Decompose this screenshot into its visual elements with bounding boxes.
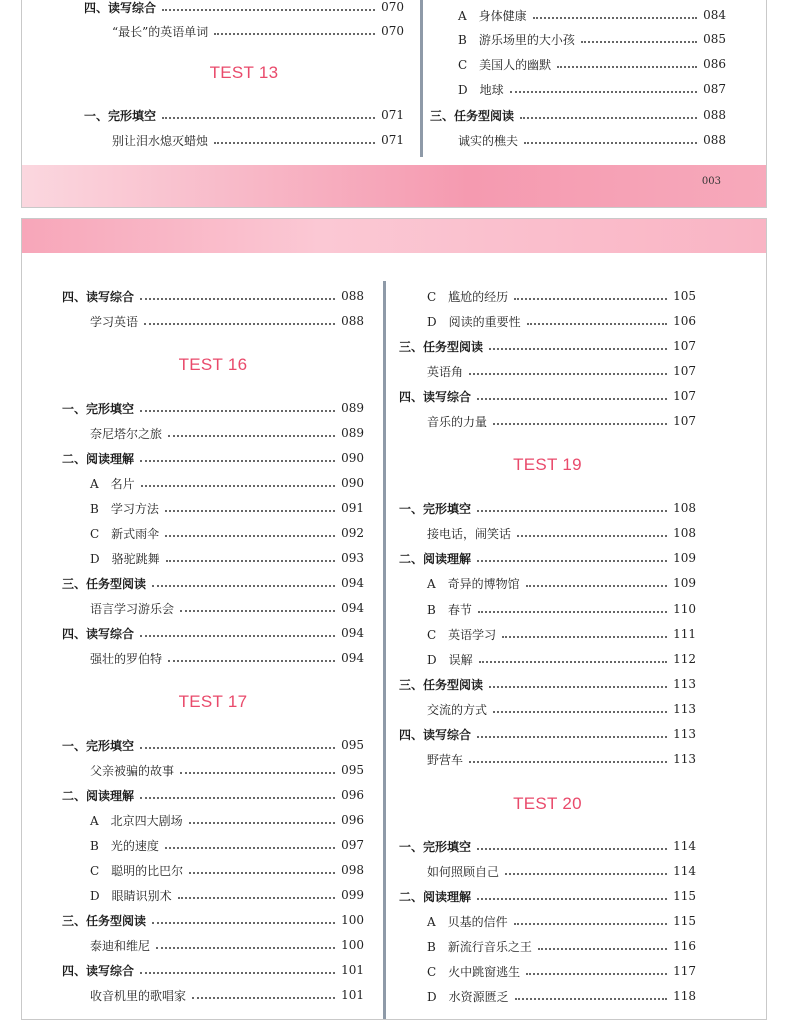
leader-dots bbox=[520, 117, 697, 119]
leader-dots bbox=[477, 510, 667, 512]
toc-entry-label: B 学习方法 bbox=[90, 501, 159, 516]
toc-entry-label: 一、完形填空 bbox=[399, 501, 472, 516]
toc-entry-label: 三、任务型阅读 bbox=[62, 913, 147, 928]
toc-entry-label: D 误解 bbox=[427, 652, 473, 667]
toc-page-number: 087 bbox=[703, 82, 726, 96]
toc-entry-label: 三、任务型阅读 bbox=[430, 108, 515, 123]
toc-page-number: 106 bbox=[673, 314, 696, 328]
toc-page-number: 095 bbox=[341, 763, 364, 777]
toc-page-number: 100 bbox=[341, 938, 364, 952]
toc-page-number: 089 bbox=[341, 401, 364, 415]
toc-page-number: 088 bbox=[341, 289, 364, 303]
leader-dots bbox=[214, 142, 375, 144]
toc-column-left bbox=[84, 0, 404, 159]
toc-entry[interactable] bbox=[430, 53, 726, 75]
toc-entry-label: B 光的速度 bbox=[90, 838, 159, 853]
toc-page-number: 085 bbox=[703, 32, 726, 46]
toc-page-number: 099 bbox=[341, 888, 364, 902]
toc-entry-label: A 身体健康 bbox=[458, 8, 527, 23]
toc-page-number: 113 bbox=[673, 752, 696, 766]
column-divider bbox=[383, 281, 386, 1020]
leader-dots bbox=[156, 947, 335, 949]
toc-entry[interactable] bbox=[399, 410, 696, 432]
toc-entry-label: 一、完形填空 bbox=[62, 738, 135, 753]
leader-dots bbox=[168, 660, 335, 662]
test-section-heading: TEST 20 bbox=[513, 794, 582, 813]
test-section-heading: TEST 17 bbox=[178, 692, 248, 711]
toc-entry-label: C 美国人的幽默 bbox=[458, 57, 552, 72]
toc-entry[interactable] bbox=[399, 360, 696, 382]
toc-page-number: 090 bbox=[341, 476, 364, 490]
toc-entry[interactable] bbox=[399, 748, 696, 770]
toc-entry-label: B 新流行音乐之王 bbox=[427, 939, 532, 954]
toc-page-number: 094 bbox=[341, 651, 364, 665]
toc-page-number: 107 bbox=[673, 389, 696, 403]
toc-page-number: 070 bbox=[381, 24, 404, 38]
leader-dots bbox=[514, 298, 667, 300]
leader-dots bbox=[165, 510, 335, 512]
toc-entry[interactable] bbox=[399, 985, 696, 1007]
leader-dots bbox=[162, 9, 375, 11]
toc-entry-label: 别让泪水熄灭蜡烛 bbox=[112, 133, 209, 148]
toc-entry[interactable] bbox=[399, 572, 696, 594]
toc-entry[interactable] bbox=[62, 285, 364, 307]
toc-page-number: 108 bbox=[673, 501, 696, 515]
leader-dots bbox=[469, 761, 667, 763]
toc-entry-label: 父亲被骗的故事 bbox=[90, 763, 175, 778]
page-number: 003 bbox=[701, 176, 721, 187]
toc-entry[interactable] bbox=[62, 859, 364, 881]
leader-dots bbox=[166, 560, 335, 562]
toc-entry-label: 英语角 bbox=[427, 364, 464, 379]
leader-dots bbox=[168, 435, 335, 437]
toc-page-number: 088 bbox=[703, 108, 726, 122]
toc-entry-label: 四、读写综合 bbox=[62, 289, 135, 304]
leader-dots bbox=[527, 323, 667, 325]
leader-dots bbox=[505, 873, 667, 875]
toc-page-number: 113 bbox=[673, 727, 696, 741]
toc-entry-label: A 贝基的信件 bbox=[427, 914, 508, 929]
toc-page-number: 107 bbox=[673, 414, 696, 428]
toc-entry-label: C 新式雨伞 bbox=[90, 526, 160, 541]
toc-page-number: 092 bbox=[341, 526, 364, 540]
toc-page-number: 109 bbox=[673, 551, 696, 565]
leader-dots bbox=[140, 410, 335, 412]
toc-page-number: 109 bbox=[673, 576, 696, 590]
toc-entry-label: B 春节 bbox=[427, 602, 472, 617]
toc-entry[interactable] bbox=[399, 723, 696, 745]
toc-entry[interactable] bbox=[399, 885, 696, 907]
leader-dots bbox=[140, 972, 335, 974]
toc-entry[interactable] bbox=[62, 397, 364, 419]
toc-page-number: 088 bbox=[703, 133, 726, 147]
toc-entry-label: C 火中跳窗逃生 bbox=[427, 964, 521, 979]
leader-dots bbox=[140, 298, 335, 300]
toc-entry-label: C 英语学习 bbox=[427, 627, 497, 642]
toc-entry-label: 四、读写综合 bbox=[399, 727, 472, 742]
leader-dots bbox=[477, 398, 667, 400]
leader-dots bbox=[517, 535, 667, 537]
toc-entry[interactable] bbox=[399, 698, 696, 720]
toc-entry-label: 四、读写综合 bbox=[62, 626, 135, 641]
leader-dots bbox=[189, 822, 335, 824]
toc-page-number: 088 bbox=[341, 314, 364, 328]
toc-entry[interactable] bbox=[399, 835, 696, 857]
toc-page-number: 117 bbox=[673, 964, 696, 978]
toc-page-number: 094 bbox=[341, 601, 364, 615]
toc-entry[interactable] bbox=[399, 623, 696, 645]
toc-entry[interactable] bbox=[399, 310, 696, 332]
toc-entry-label: D 骆驼跳舞 bbox=[90, 551, 160, 566]
leader-dots bbox=[477, 560, 667, 562]
toc-entry[interactable] bbox=[62, 422, 364, 444]
toc-entry[interactable] bbox=[399, 860, 696, 882]
toc-entry-label: 音乐的力量 bbox=[427, 414, 488, 429]
leader-dots bbox=[581, 41, 697, 43]
toc-page-number: 107 bbox=[673, 339, 696, 353]
toc-entry-label: 野营车 bbox=[427, 752, 464, 767]
toc-entry[interactable] bbox=[430, 129, 726, 151]
toc-entry[interactable] bbox=[399, 910, 696, 932]
leader-dots bbox=[162, 117, 375, 119]
toc-page-number: 113 bbox=[673, 677, 696, 691]
toc-page-number: 114 bbox=[673, 864, 696, 878]
toc-entry-label: 四、读写综合 bbox=[84, 0, 157, 15]
leader-dots bbox=[214, 33, 375, 35]
toc-entry[interactable] bbox=[84, 104, 404, 126]
toc-entry-label: 四、读写综合 bbox=[62, 963, 135, 978]
toc-entry-label: D 地球 bbox=[458, 82, 504, 97]
toc-column-right bbox=[399, 219, 696, 1019]
toc-entry[interactable] bbox=[62, 909, 364, 931]
toc-page-number: 093 bbox=[341, 551, 364, 565]
toc-entry[interactable] bbox=[430, 28, 726, 50]
toc-entry[interactable] bbox=[62, 784, 364, 806]
toc-entry[interactable] bbox=[62, 497, 364, 519]
toc-entry[interactable] bbox=[430, 78, 726, 100]
toc-entry[interactable] bbox=[399, 960, 696, 982]
leader-dots bbox=[469, 373, 667, 375]
toc-page-top bbox=[21, 0, 767, 208]
leader-dots bbox=[526, 585, 667, 587]
leader-dots bbox=[477, 848, 667, 850]
toc-page-number: 095 bbox=[341, 738, 364, 752]
toc-entry-label: 三、任务型阅读 bbox=[399, 677, 484, 692]
leader-dots bbox=[479, 661, 667, 663]
toc-column-left bbox=[62, 219, 364, 1019]
toc-column-right bbox=[430, 0, 726, 159]
leader-dots bbox=[141, 485, 335, 487]
leader-dots bbox=[510, 91, 697, 93]
leader-dots bbox=[538, 948, 667, 950]
toc-entry-label: 强壮的罗伯特 bbox=[90, 651, 163, 666]
toc-entry[interactable] bbox=[62, 647, 364, 669]
leader-dots bbox=[533, 17, 697, 19]
leader-dots bbox=[526, 973, 667, 975]
toc-entry[interactable] bbox=[399, 385, 696, 407]
test-section-heading: TEST 16 bbox=[178, 355, 248, 374]
toc-entry-label: B 游乐场里的大小孩 bbox=[458, 32, 575, 47]
leader-dots bbox=[478, 611, 667, 613]
toc-entry[interactable] bbox=[62, 734, 364, 756]
toc-entry-label: 三、任务型阅读 bbox=[62, 576, 147, 591]
toc-entry-label: 二、阅读理解 bbox=[62, 788, 135, 803]
leader-dots bbox=[140, 460, 335, 462]
toc-entry[interactable] bbox=[62, 597, 364, 619]
toc-entry-label: 奈尼塔尔之旅 bbox=[90, 426, 163, 441]
toc-page-number: 116 bbox=[673, 939, 696, 953]
toc-page-number: 118 bbox=[673, 989, 696, 1003]
toc-page-number: 101 bbox=[341, 988, 364, 1002]
toc-entry[interactable] bbox=[62, 959, 364, 981]
leader-dots bbox=[524, 142, 697, 144]
toc-entry[interactable] bbox=[430, 104, 726, 126]
leader-dots bbox=[189, 872, 335, 874]
toc-page-number: 113 bbox=[673, 702, 696, 716]
toc-entry[interactable] bbox=[62, 884, 364, 906]
toc-entry[interactable] bbox=[62, 572, 364, 594]
toc-entry[interactable] bbox=[62, 984, 364, 1006]
toc-entry[interactable] bbox=[84, 0, 404, 18]
toc-entry-label: 一、完形填空 bbox=[62, 401, 135, 416]
toc-entry[interactable] bbox=[399, 648, 696, 670]
toc-page-number: 098 bbox=[341, 863, 364, 877]
toc-entry[interactable] bbox=[62, 809, 364, 831]
toc-entry[interactable] bbox=[62, 522, 364, 544]
toc-page-number: 089 bbox=[341, 426, 364, 440]
toc-entry[interactable] bbox=[399, 598, 696, 620]
toc-entry[interactable] bbox=[62, 759, 364, 781]
toc-entry[interactable] bbox=[399, 522, 696, 544]
toc-page-number: 071 bbox=[381, 108, 404, 122]
toc-entry-label: A 名片 bbox=[90, 476, 135, 491]
toc-entry-label: 交流的方式 bbox=[427, 702, 488, 717]
leader-dots bbox=[489, 686, 667, 688]
leader-dots bbox=[140, 635, 335, 637]
leader-dots bbox=[515, 998, 667, 1000]
toc-entry-label: 收音机里的歌唱家 bbox=[90, 988, 187, 1003]
toc-entry[interactable] bbox=[84, 129, 404, 151]
leader-dots bbox=[140, 747, 335, 749]
toc-entry-label: 一、完形填空 bbox=[399, 839, 472, 854]
toc-page-number: 086 bbox=[703, 57, 726, 71]
toc-page-number: 091 bbox=[341, 501, 364, 515]
leader-dots bbox=[165, 535, 335, 537]
toc-entry-label: 诚实的樵夫 bbox=[458, 133, 519, 148]
leader-dots bbox=[493, 423, 667, 425]
page-footer-band bbox=[22, 165, 766, 207]
toc-entry-label: 三、任务型阅读 bbox=[399, 339, 484, 354]
leader-dots bbox=[180, 772, 335, 774]
toc-entry[interactable] bbox=[62, 934, 364, 956]
toc-page-number: 084 bbox=[703, 8, 726, 22]
leader-dots bbox=[178, 897, 335, 899]
leader-dots bbox=[152, 585, 335, 587]
toc-page-number: 101 bbox=[341, 963, 364, 977]
toc-entry-label: 泰迪和维尼 bbox=[90, 938, 151, 953]
toc-page-number: 071 bbox=[381, 133, 404, 147]
leader-dots bbox=[180, 610, 335, 612]
toc-entry-label: C 尴尬的经历 bbox=[427, 289, 509, 304]
toc-page-number: 070 bbox=[381, 0, 404, 14]
test-section-heading: TEST 13 bbox=[209, 63, 279, 82]
leader-dots bbox=[502, 636, 667, 638]
toc-page-number: 090 bbox=[341, 451, 364, 465]
toc-page-number: 115 bbox=[673, 914, 696, 928]
toc-entry-label: 语言学习游乐会 bbox=[90, 601, 175, 616]
leader-dots bbox=[144, 323, 335, 325]
toc-entry[interactable] bbox=[62, 622, 364, 644]
toc-entry[interactable] bbox=[62, 447, 364, 469]
toc-page-number: 108 bbox=[673, 526, 696, 540]
toc-page-number: 111 bbox=[673, 627, 696, 641]
toc-entry-label: A 奇异的博物馆 bbox=[427, 576, 520, 591]
toc-entry-label: 接电话，闹笑话 bbox=[427, 526, 512, 541]
toc-entry[interactable] bbox=[430, 4, 726, 26]
toc-page-number: 097 bbox=[341, 838, 364, 852]
leader-dots bbox=[477, 898, 667, 900]
toc-page-number: 112 bbox=[673, 652, 696, 666]
toc-page-number: 096 bbox=[341, 788, 364, 802]
toc-entry[interactable] bbox=[84, 20, 404, 42]
toc-page-number: 096 bbox=[341, 813, 364, 827]
toc-entry[interactable] bbox=[399, 673, 696, 695]
toc-page-number: 100 bbox=[341, 913, 364, 927]
toc-entry[interactable] bbox=[399, 497, 696, 519]
toc-page-bottom bbox=[21, 218, 767, 1020]
leader-dots bbox=[140, 797, 335, 799]
toc-page-number: 107 bbox=[673, 364, 696, 378]
toc-entry-label: “最长”的英语单词 bbox=[112, 24, 209, 39]
toc-entry-label: D 眼睛识别术 bbox=[90, 888, 172, 903]
leader-dots bbox=[557, 66, 697, 68]
toc-entry-label: 二、阅读理解 bbox=[62, 451, 135, 466]
toc-entry[interactable] bbox=[399, 547, 696, 569]
toc-entry-label: 四、读写综合 bbox=[399, 389, 472, 404]
leader-dots bbox=[477, 736, 667, 738]
test-section-heading: TEST 19 bbox=[513, 455, 582, 474]
toc-entry[interactable] bbox=[62, 834, 364, 856]
toc-entry-label: 二、阅读理解 bbox=[399, 551, 472, 566]
toc-page-number: 115 bbox=[673, 889, 696, 903]
toc-page-number: 110 bbox=[673, 602, 696, 616]
leader-dots bbox=[152, 922, 335, 924]
toc-page-number: 114 bbox=[673, 839, 696, 853]
toc-entry-label: D 水资源匮乏 bbox=[427, 989, 509, 1004]
toc-entry-label: A 北京四大剧场 bbox=[90, 813, 183, 828]
toc-page-number: 094 bbox=[341, 626, 364, 640]
toc-entry[interactable] bbox=[62, 547, 364, 569]
leader-dots bbox=[192, 997, 335, 999]
toc-entry[interactable] bbox=[399, 285, 696, 307]
toc-entry[interactable] bbox=[62, 472, 364, 494]
toc-page-number: 094 bbox=[341, 576, 364, 590]
leader-dots bbox=[489, 348, 667, 350]
column-divider bbox=[420, 0, 423, 157]
leader-dots bbox=[514, 923, 667, 925]
leader-dots bbox=[493, 711, 667, 713]
toc-entry[interactable] bbox=[399, 935, 696, 957]
leader-dots bbox=[165, 847, 335, 849]
toc-entry-label: D 阅读的重要性 bbox=[427, 314, 521, 329]
toc-entry[interactable] bbox=[62, 310, 364, 332]
toc-entry-label: C 聪明的比巴尔 bbox=[90, 863, 184, 878]
toc-entry-label: 一、完形填空 bbox=[84, 108, 157, 123]
toc-entry-label: 学习英语 bbox=[90, 314, 139, 329]
toc-entry-label: 如何照顾自己 bbox=[427, 864, 500, 879]
toc-entry[interactable] bbox=[399, 335, 696, 357]
toc-page-number: 105 bbox=[673, 289, 696, 303]
toc-entry-label: 二、阅读理解 bbox=[399, 889, 472, 904]
